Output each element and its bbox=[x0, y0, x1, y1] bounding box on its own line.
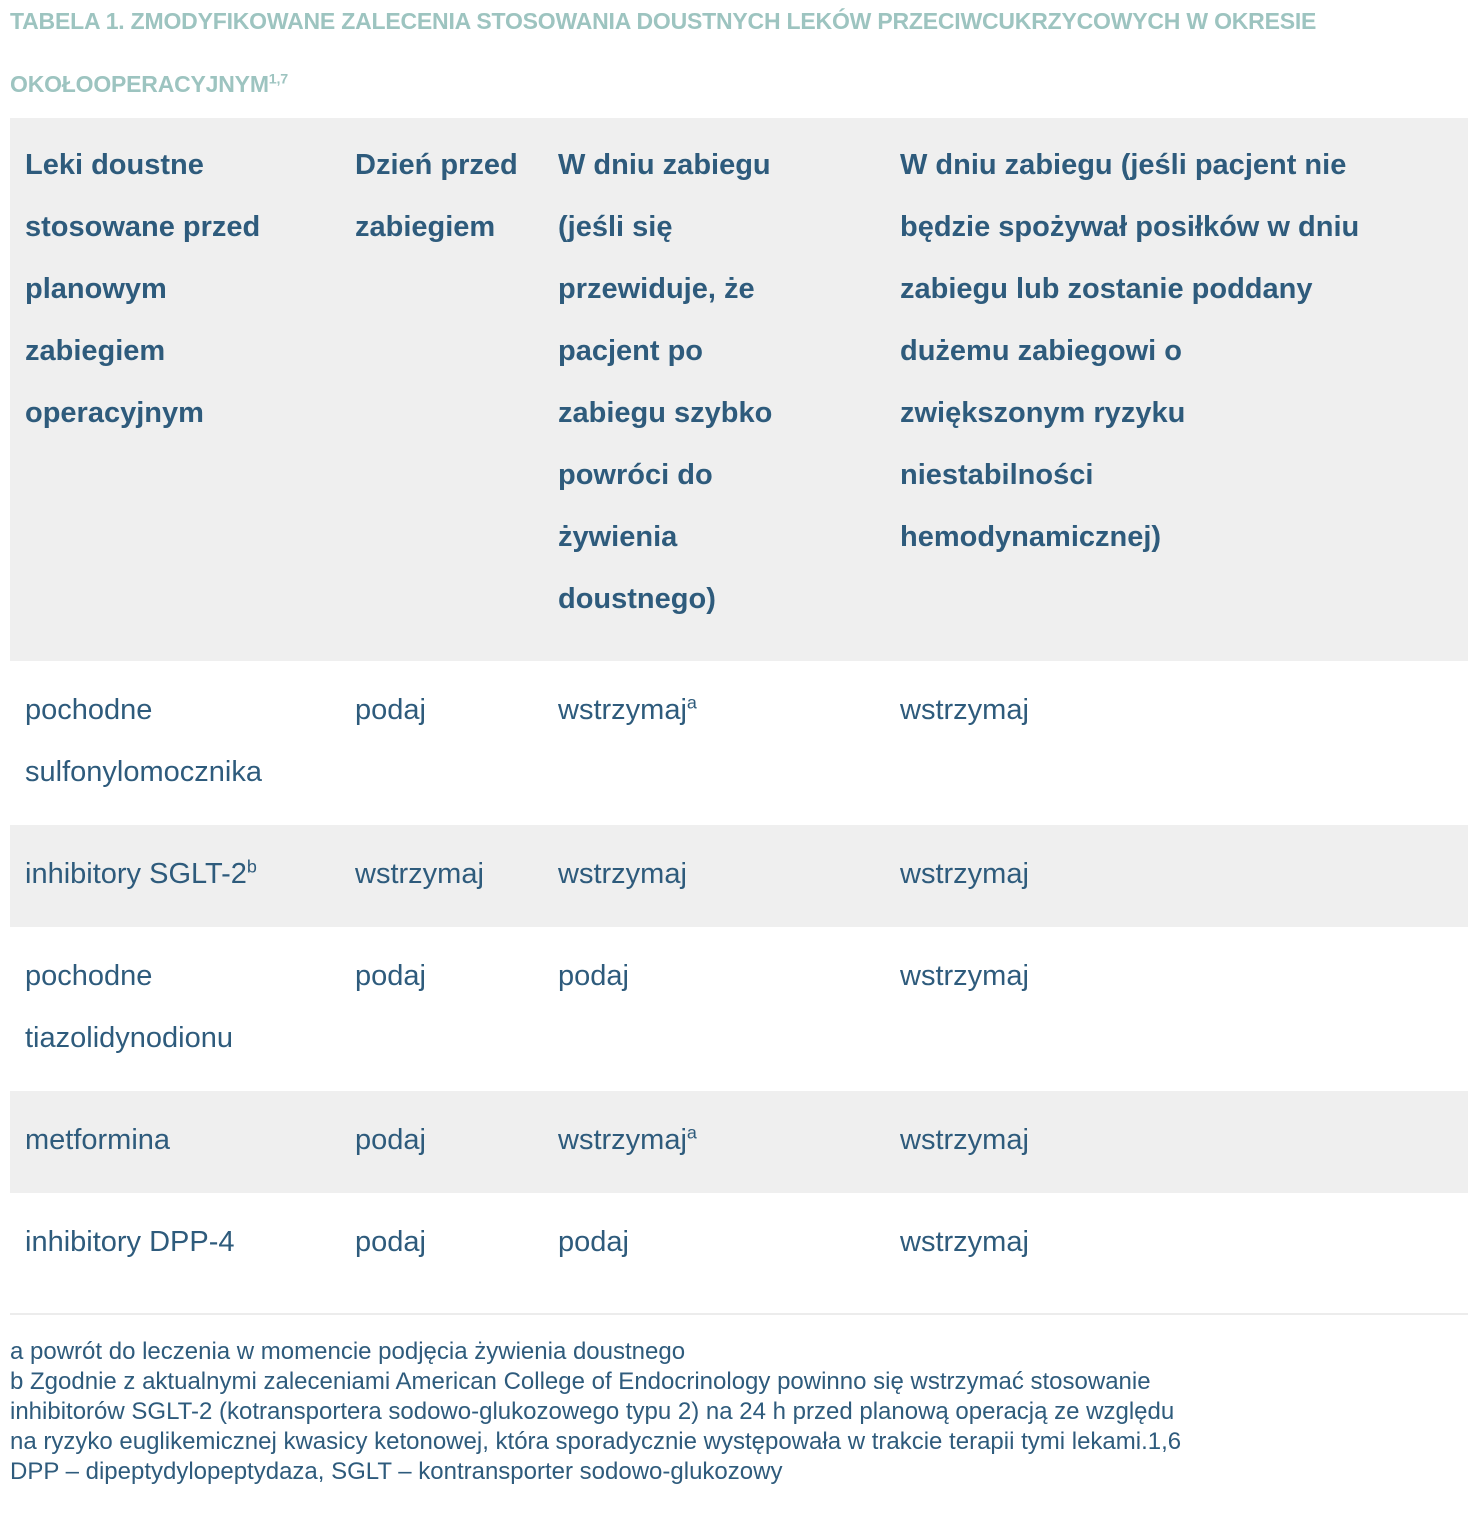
footnote-b-line-2: inhibitorów SGLT-2 (kotransportera sodowo-glukozowego typu 2) na 24 h przed planową operacją ze względu bbox=[10, 1398, 1175, 1425]
day-of-quick-return-cell bbox=[543, 1193, 885, 1295]
cell-text: pochodne tiazolidynodionu bbox=[25, 960, 233, 1054]
cell-text: inhibitory SGLT-2 bbox=[25, 858, 247, 890]
day-of-quick-return-cell bbox=[543, 825, 885, 927]
day-of-quick-return-cell bbox=[543, 927, 885, 1091]
medication-table bbox=[10, 118, 1468, 1295]
day-before-cell bbox=[340, 1091, 543, 1193]
table-header-row bbox=[10, 118, 1468, 661]
table-title bbox=[10, 0, 1468, 116]
cell-text: podaj bbox=[355, 960, 426, 992]
cell-text: wstrzymaj bbox=[900, 960, 1029, 992]
header-cell-day-of-quick-return: W dniu zabiegu (jeśli się przewiduje, że pacjent po zabiegu szybko powróci do żywienia doustnego) bbox=[558, 149, 773, 615]
cell-text: wstrzymaj bbox=[900, 1124, 1029, 1156]
cell-text: podaj bbox=[355, 1226, 426, 1258]
day-of-quick-return-cell bbox=[543, 661, 885, 825]
cell-text: wstrzymaj bbox=[558, 858, 687, 890]
abbreviations-line: DPP – dipeptydylopeptydaza, SGLT – kontransporter sodowo-glukozowy bbox=[10, 1458, 783, 1485]
cell-text: wstrzymaj bbox=[900, 694, 1029, 726]
cell-text: podaj bbox=[355, 694, 426, 726]
day-before-cell bbox=[340, 825, 543, 927]
cell-text: metformina bbox=[25, 1124, 171, 1156]
title-reference-superscript: 1,7 bbox=[268, 71, 288, 88]
footnotes-block bbox=[10, 1337, 1468, 1487]
day-of-fasting-cell bbox=[885, 1193, 1468, 1295]
day-of-fasting-cell bbox=[885, 661, 1468, 825]
superscript: b bbox=[246, 856, 257, 877]
day-before-cell bbox=[340, 1193, 543, 1295]
header-cell-drugs: Leki doustne stosowane przed planowym zabiegiem operacyjnym bbox=[25, 149, 261, 429]
day-before-cell bbox=[340, 927, 543, 1091]
day-of-fasting-cell bbox=[885, 1091, 1468, 1193]
table-title-text: TABELA 1. ZMODYFIKOWANE ZALECENIA STOSOWANIA DOUSTNYCH LEKÓW PRZECIWCUKRZYCOWYCH W OKRESIE OKOŁOOPERACYJNYM bbox=[10, 8, 1317, 97]
superscript: a bbox=[686, 692, 697, 713]
cell-text: wstrzymaj bbox=[558, 694, 687, 726]
day-before-cell bbox=[340, 661, 543, 825]
day-of-fasting-cell bbox=[885, 927, 1468, 1091]
footnote-b-line-3: na ryzyko euglikemicznej kwasicy ketonowej, która sporadycznie występowała w trakcie terapii tymi lekami.1,6 bbox=[10, 1428, 1182, 1455]
footnote-a: a powrót do leczenia w momencie podjęcia żywienia doustnego bbox=[10, 1338, 686, 1365]
cell-text: wstrzymaj bbox=[355, 858, 484, 890]
drug-name-cell bbox=[10, 661, 340, 825]
cell-text: wstrzymaj bbox=[558, 1124, 687, 1156]
table-row bbox=[10, 927, 1468, 1091]
horizontal-divider bbox=[10, 1313, 1468, 1315]
day-of-quick-return-cell bbox=[543, 1091, 885, 1193]
cell-text: podaj bbox=[558, 1226, 629, 1258]
cell-text: wstrzymaj bbox=[900, 1226, 1029, 1258]
drug-name-cell bbox=[10, 1193, 340, 1295]
header-cell-day-of-fasting: W dniu zabiegu (jeśli pacjent nie będzie spożywał posiłków w dniu zabiegu lub zostanie poddany dużemu zabiegowi o zwiększonym ryzyku niestabilności hemodynamicznej) bbox=[900, 149, 1360, 553]
table-row bbox=[10, 825, 1468, 927]
cell-text: podaj bbox=[355, 1124, 426, 1156]
superscript: a bbox=[686, 1122, 697, 1143]
table-row bbox=[10, 1193, 1468, 1295]
footnote-b-line-1: b Zgodnie z aktualnymi zaleceniami American College of Endocrinology powinno się wstrzymać stosowanie bbox=[10, 1368, 1151, 1395]
cell-text: wstrzymaj bbox=[900, 858, 1029, 890]
cell-text: inhibitory DPP-4 bbox=[25, 1226, 235, 1258]
drug-name-cell bbox=[10, 825, 340, 927]
cell-text: pochodne sulfonylomocznika bbox=[25, 694, 262, 788]
cell-text: podaj bbox=[558, 960, 629, 992]
day-of-fasting-cell bbox=[885, 825, 1468, 927]
drug-name-cell bbox=[10, 1091, 340, 1193]
drug-name-cell bbox=[10, 927, 340, 1091]
header-cell-day-before: Dzień przed zabiegiem bbox=[355, 149, 518, 243]
table-row bbox=[10, 661, 1468, 825]
table-row bbox=[10, 1091, 1468, 1193]
